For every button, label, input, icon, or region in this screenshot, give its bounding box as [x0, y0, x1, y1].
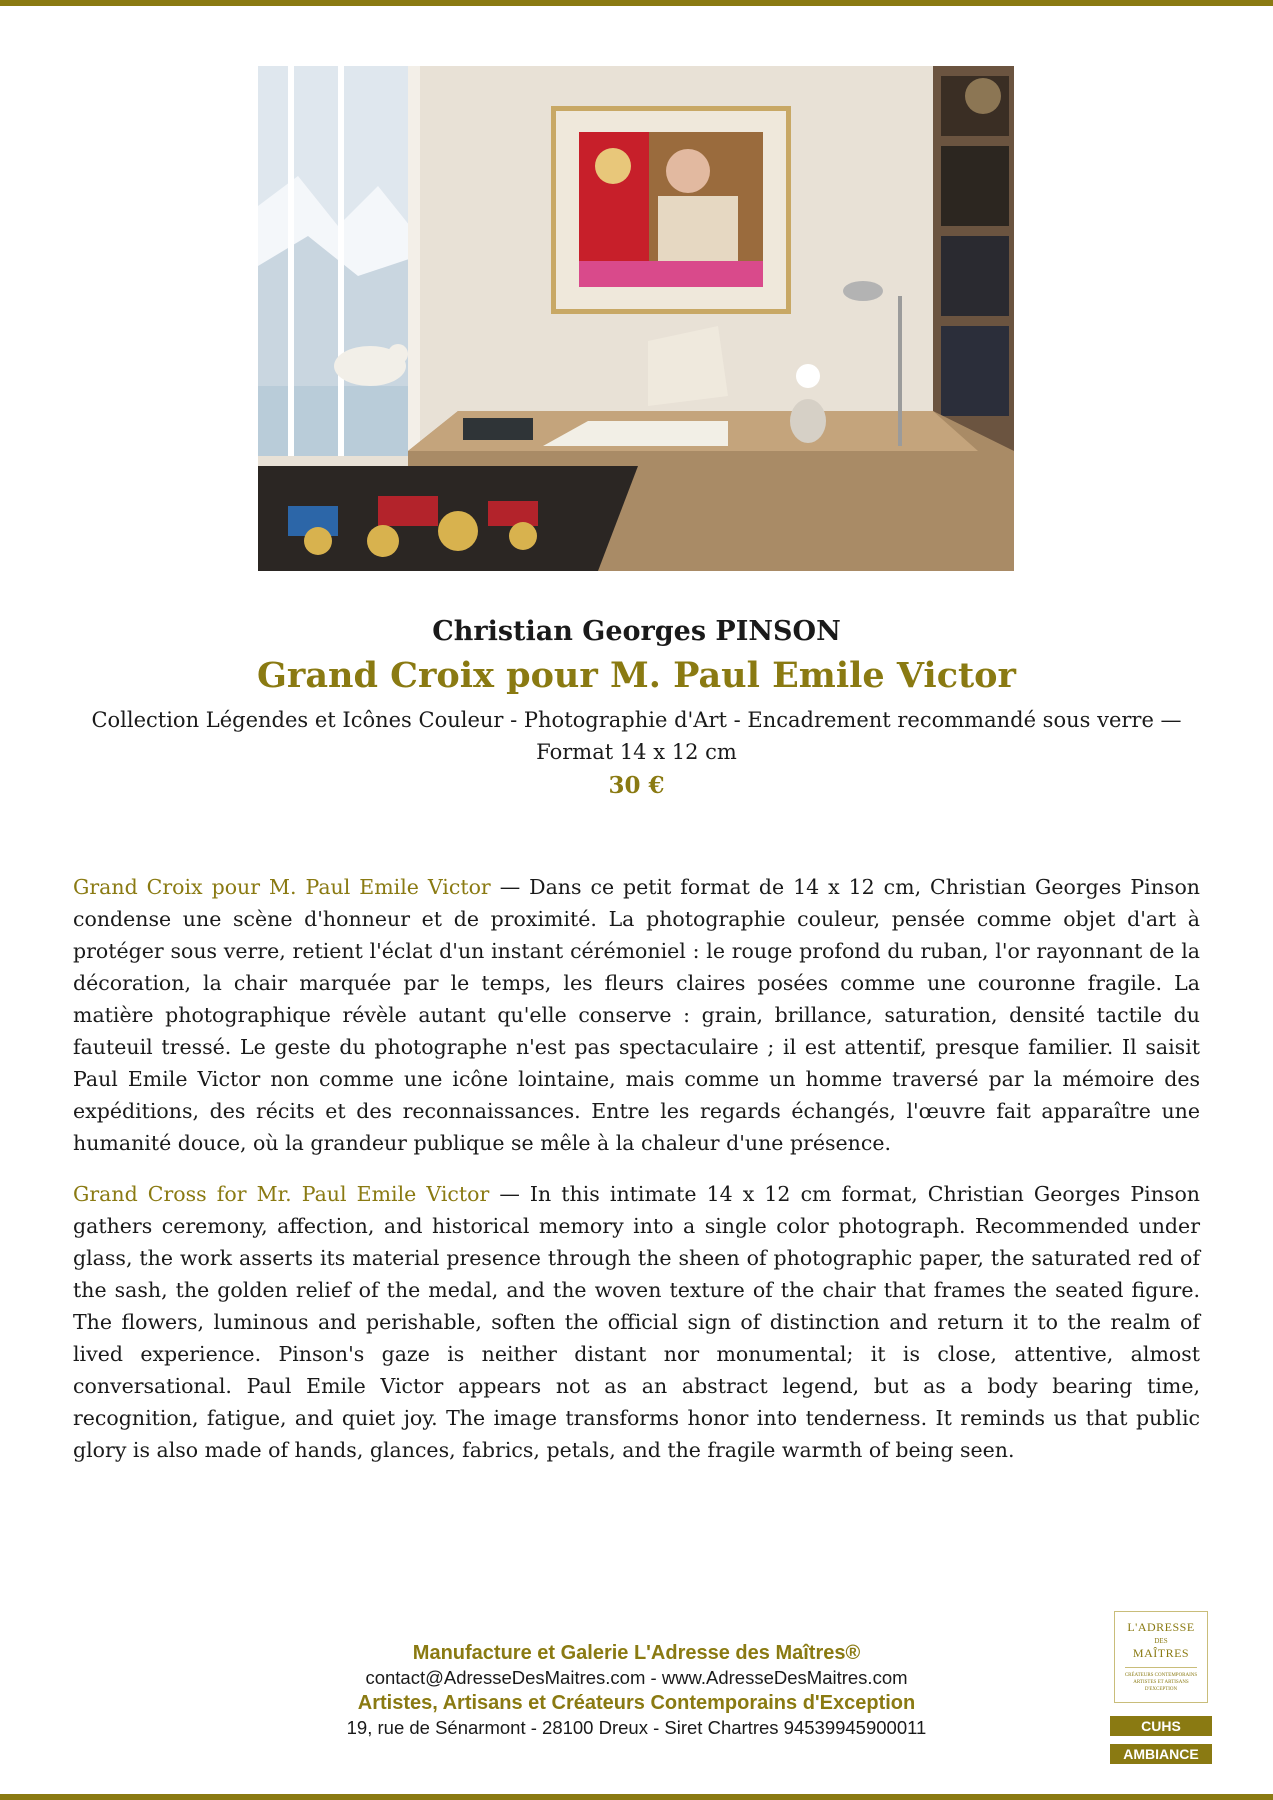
gallery-logo — [1114, 1611, 1208, 1703]
logo-divider — [1125, 1667, 1197, 1668]
artwork-price: 30 € — [608, 772, 665, 799]
footer — [0, 1640, 1273, 1740]
footer-contact: contact@AdresseDesMaitres.com - www.AdresseDesMaitres.com — [365, 1667, 908, 1688]
artwork-subtitle: Collection Légendes et Icônes Couleur - Photographie d'Art - Encadrement recommandé sous verre — Format 14 x 12 cm — [91, 708, 1182, 764]
description-french-body: — Dans ce petit format de 14 x 12 cm, Christian Georges Pinson condense une scène d'honneur et de proximité. La photographie couleur, pensée comme objet d'art à protéger sous verre, retient l'éclat d'un instant cérémoniel : le rouge profond du ruban, l'or rayonnant de la décoration, la chair marquée par le temps, les fleurs claires posées comme une couronne fragile. La matière photographique révèle autant qu'elle conserve : grain, brillance, saturation, densité tactile du fauteuil tressé. Le geste du photographe n'est pas spectaculaire ; il est attentif, presque familier. Il saisit Paul Emile Victor non comme une icône lointaine, mais comme un homme traversé par la mémoire des expéditions, des récits et des reconnaissances. Entre les regards échangés, l'œuvre fait apparaître une humanité douce, où la grandeur publique se mêle à la chaleur d'une présence. — [73, 875, 1200, 1155]
artwork-ambiance-photo — [258, 66, 1014, 571]
footer-tagline: Artistes, Artisans et Créateurs Contemporains d'Exception — [357, 1692, 916, 1714]
logo-line-3: MAÎTRES — [1132, 1646, 1190, 1660]
footer-company: Manufacture et Galerie L'Adresse des Maîtres® — [412, 1642, 861, 1664]
description-english-lead: Grand Cross for Mr. Paul Emile Victor — [73, 1182, 490, 1206]
top-border — [0, 0, 1273, 6]
bottom-border — [0, 1794, 1273, 1800]
artist-name: Christian Georges PINSON — [432, 616, 841, 647]
description-english — [73, 1178, 1200, 1466]
artwork-header — [0, 612, 1273, 804]
description-french-lead: Grand Croix pour M. Paul Emile Victor — [73, 875, 491, 899]
logo-line-1: L'ADRESSE — [1127, 1620, 1195, 1634]
description-french — [73, 871, 1200, 1159]
artwork-title: Grand Croix pour M. Paul Emile Victor — [257, 655, 1016, 696]
footer-address: 19, rue de Sénarmont - 28100 Dreux - Siret Chartres 94539945900011 — [346, 1717, 927, 1738]
badge-ambiance: AMBIANCE — [1110, 1744, 1212, 1764]
badge-cuhs: CUHS — [1110, 1716, 1212, 1736]
description-english-body: — In this intimate 14 x 12 cm format, Christian Georges Pinson gathers ceremony, affection, and historical memory into a single color photograph. Recommended under glass, the work asserts its material presence through the sheen of photographic paper, the saturated red of the sash, the golden relief of the medal, and the woven texture of the chair that frames the seated figure. The flowers, luminous and perishable, soften the official sign of distinction and return it to the realm of lived experience. Pinson's gaze is neither distant nor monumental; it is close, attentive, almost conversational. Paul Emile Victor appears not as an abstract legend, but as a body bearing time, recognition, fatigue, and quiet joy. The image transforms honor into tenderness. It reminds us that public glory is also made of hands, glances, fabrics, petals, and the fragile warmth of being seen. — [73, 1182, 1200, 1462]
logo-line-2: DES — [1154, 1637, 1168, 1645]
logo-line-4: CRÉATEURS CONTEMPORAINS ARTISTES ET ARTISANS D'EXCEPTION — [1124, 1673, 1198, 1692]
